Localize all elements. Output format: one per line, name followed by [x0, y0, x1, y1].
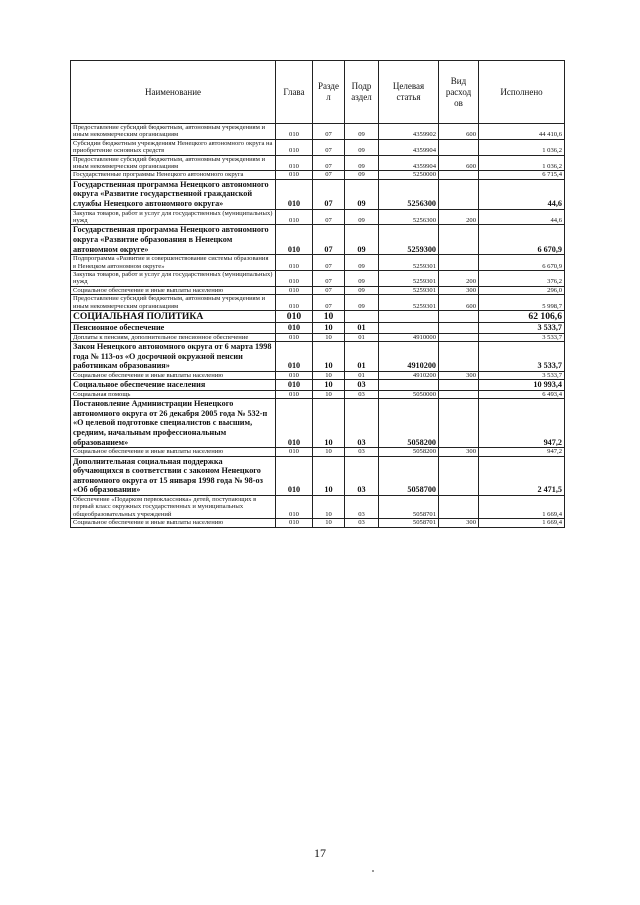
header-razdel: Разде л — [313, 61, 345, 124]
row-executed: 947,2 — [479, 448, 565, 456]
table-row — [71, 139, 565, 155]
row-podrazdel: 09 — [345, 179, 379, 209]
row-razdel: 10 — [313, 333, 345, 341]
row-name: Социальное обеспечение и иные выплаты населению — [71, 448, 276, 456]
row-podrazdel: 03 — [345, 496, 379, 519]
row-vid: 600 — [439, 295, 479, 311]
row-target: 4359904 — [379, 139, 439, 155]
row-podrazdel: 03 — [345, 456, 379, 495]
row-executed: 296,0 — [479, 286, 565, 294]
row-target: 5050000 — [379, 390, 439, 398]
row-name: Дополнительная социальная поддержка обучающихся в соответствии с законом Ненецкого автономного округа от 15 января 1998 года № 98-оз «Об образовании» — [71, 456, 276, 495]
row-razdel: 10 — [313, 399, 345, 448]
row-target: 5256300 — [379, 209, 439, 225]
row-target — [379, 311, 439, 323]
row-target: 4910200 — [379, 342, 439, 372]
table-row — [71, 380, 565, 391]
row-target: 5058200 — [379, 448, 439, 456]
row-podrazdel: 09 — [345, 124, 379, 140]
header-target: Целевая статья — [379, 61, 439, 124]
row-executed: 44,6 — [479, 209, 565, 225]
row-name: Государственная программа Ненецкого автономного округа «Развитие государственной гражданской службы Ненецкого автономного округа» — [71, 179, 276, 209]
row-name: Закон Ненецкого автономного округа от 6 марта 1998 года № 113-оз «О досрочной окружной пенсии работникам образования» — [71, 342, 276, 372]
row-executed: 6 715,4 — [479, 171, 565, 179]
row-podrazdel: 03 — [345, 448, 379, 456]
row-podrazdel: 03 — [345, 380, 379, 391]
table-row — [71, 342, 565, 372]
row-executed: 6 670,9 — [479, 255, 565, 271]
row-razdel: 07 — [313, 209, 345, 225]
row-vid — [439, 255, 479, 271]
row-name: Пенсионное обеспечение — [71, 323, 276, 334]
row-executed: 10 993,4 — [479, 380, 565, 391]
header-name: Наименование — [71, 61, 276, 124]
row-vid — [439, 496, 479, 519]
row-target: 5259301 — [379, 271, 439, 287]
row-vid — [439, 323, 479, 334]
row-razdel: 07 — [313, 155, 345, 171]
row-podrazdel: 09 — [345, 171, 379, 179]
row-podrazdel: 09 — [345, 139, 379, 155]
row-executed: 1 036,2 — [479, 139, 565, 155]
row-executed: 44 410,6 — [479, 124, 565, 140]
row-target: 4359902 — [379, 124, 439, 140]
row-podrazdel: 09 — [345, 286, 379, 294]
row-glava: 010 — [276, 179, 313, 209]
row-glava: 010 — [276, 371, 313, 379]
row-target — [379, 380, 439, 391]
row-executed: 1 669,4 — [479, 519, 565, 527]
table-header-row — [71, 61, 565, 124]
row-vid: 300 — [439, 371, 479, 379]
row-podrazdel: 03 — [345, 399, 379, 448]
row-target: 5058701 — [379, 519, 439, 527]
table-row — [71, 323, 565, 334]
row-name: Социальное обеспечение населения — [71, 380, 276, 391]
table-row — [71, 333, 565, 341]
row-vid: 300 — [439, 448, 479, 456]
row-razdel: 10 — [313, 390, 345, 398]
table-row — [71, 519, 565, 527]
header-glava: Глава — [276, 61, 313, 124]
row-razdel: 07 — [313, 286, 345, 294]
row-razdel: 10 — [313, 496, 345, 519]
table-row — [71, 390, 565, 398]
row-target: 5259301 — [379, 255, 439, 271]
row-vid: 300 — [439, 519, 479, 527]
table-row — [71, 311, 565, 323]
scan-speck — [372, 870, 374, 872]
row-razdel: 07 — [313, 225, 345, 255]
row-name: Социальное обеспечение и иные выплаты населению — [71, 519, 276, 527]
row-target: 4910000 — [379, 333, 439, 341]
row-target: 5058700 — [379, 456, 439, 495]
row-razdel: 10 — [313, 342, 345, 372]
row-podrazdel: 01 — [345, 342, 379, 372]
table-row — [71, 456, 565, 495]
row-podrazdel: 03 — [345, 519, 379, 527]
table-row — [71, 225, 565, 255]
row-target — [379, 323, 439, 334]
header-executed: Исполнено — [479, 61, 565, 124]
row-name: Социальная помощь — [71, 390, 276, 398]
row-glava: 010 — [276, 519, 313, 527]
row-target: 4910200 — [379, 371, 439, 379]
row-executed: 62 106,6 — [479, 311, 565, 323]
row-name: Подпрограмма «Развитие и совершенствование системы образования в Ненецком автономном округе» — [71, 255, 276, 271]
row-razdel: 07 — [313, 295, 345, 311]
row-executed: 6 670,9 — [479, 225, 565, 255]
row-vid: 200 — [439, 271, 479, 287]
row-razdel: 07 — [313, 271, 345, 287]
row-razdel: 07 — [313, 179, 345, 209]
table-row — [71, 155, 565, 171]
row-executed: 3 533,7 — [479, 342, 565, 372]
row-glava: 010 — [276, 342, 313, 372]
row-vid: 600 — [439, 124, 479, 140]
row-vid — [439, 380, 479, 391]
row-glava: 010 — [276, 155, 313, 171]
table-row — [71, 399, 565, 448]
row-podrazdel: 09 — [345, 225, 379, 255]
row-executed: 947,2 — [479, 399, 565, 448]
row-name: Предоставление субсидий бюджетным, автономным учреждениям и иным некоммерческим организациям — [71, 155, 276, 171]
row-target: 5256300 — [379, 179, 439, 209]
row-razdel: 10 — [313, 323, 345, 334]
row-name: Доплаты к пенсиям, дополнительное пенсионное обеспечение — [71, 333, 276, 341]
row-glava: 010 — [276, 255, 313, 271]
row-glava: 010 — [276, 225, 313, 255]
row-name: Государственные программы Ненецкого автономного округа — [71, 171, 276, 179]
row-executed: 5 998,7 — [479, 295, 565, 311]
row-executed: 3 533,7 — [479, 371, 565, 379]
row-executed: 6 493,4 — [479, 390, 565, 398]
row-razdel: 10 — [313, 456, 345, 495]
row-vid: 600 — [439, 155, 479, 171]
row-target: 5250000 — [379, 171, 439, 179]
row-target: 5259301 — [379, 295, 439, 311]
row-name: Обеспечение «Подарком первоклассника» детей, поступающих в первый класс окружных государственных и муниципальных общеобразовательных учреждений — [71, 496, 276, 519]
table-row — [71, 124, 565, 140]
row-executed: 1 036,2 — [479, 155, 565, 171]
row-vid — [439, 456, 479, 495]
row-razdel: 10 — [313, 448, 345, 456]
row-vid — [439, 399, 479, 448]
row-vid — [439, 225, 479, 255]
row-executed: 1 669,4 — [479, 496, 565, 519]
row-target: 5058200 — [379, 399, 439, 448]
row-name: Закупка товаров, работ и услуг для государственных (муниципальных) нужд — [71, 271, 276, 287]
row-vid — [439, 179, 479, 209]
row-podrazdel — [345, 311, 379, 323]
table-row — [71, 209, 565, 225]
row-glava: 010 — [276, 271, 313, 287]
row-razdel: 10 — [313, 311, 345, 323]
row-glava: 010 — [276, 456, 313, 495]
table-row — [71, 448, 565, 456]
row-target: 5259300 — [379, 225, 439, 255]
row-podrazdel: 01 — [345, 371, 379, 379]
row-executed: 2 471,5 — [479, 456, 565, 495]
table-row — [71, 179, 565, 209]
row-razdel: 07 — [313, 171, 345, 179]
row-glava: 010 — [276, 380, 313, 391]
row-glava: 010 — [276, 333, 313, 341]
row-podrazdel: 09 — [345, 271, 379, 287]
row-glava: 010 — [276, 390, 313, 398]
row-target: 4359904 — [379, 155, 439, 171]
row-glava: 010 — [276, 496, 313, 519]
row-name: СОЦИАЛЬНАЯ ПОЛИТИКА — [71, 311, 276, 323]
row-podrazdel: 09 — [345, 295, 379, 311]
row-vid — [439, 139, 479, 155]
row-vid — [439, 311, 479, 323]
row-name: Субсидии бюджетным учреждениям Ненецкого автономного округа на приобретение основных средств — [71, 139, 276, 155]
row-razdel: 07 — [313, 255, 345, 271]
row-vid: 300 — [439, 286, 479, 294]
row-name: Предоставление субсидий бюджетным, автономным учреждениям и иным некоммерческим организациям — [71, 124, 276, 140]
row-razdel: 10 — [313, 519, 345, 527]
row-podrazdel: 03 — [345, 390, 379, 398]
budget-table — [70, 60, 565, 528]
row-glava: 010 — [276, 171, 313, 179]
row-glava: 010 — [276, 286, 313, 294]
row-glava: 010 — [276, 399, 313, 448]
row-glava: 010 — [276, 124, 313, 140]
row-name: Постановление Администрации Ненецкого автономного округа от 26 декабря 2005 года № 532-п «О целевой подготовке специалистов с высшим, средним, начальным профессиональным образованием» — [71, 399, 276, 448]
row-executed: 3 533,7 — [479, 333, 565, 341]
table-row — [71, 286, 565, 294]
row-podrazdel: 09 — [345, 155, 379, 171]
row-glava: 010 — [276, 323, 313, 334]
row-podrazdel: 01 — [345, 323, 379, 334]
row-glava: 010 — [276, 139, 313, 155]
row-podrazdel: 01 — [345, 333, 379, 341]
row-name: Закупка товаров, работ и услуг для государственных (муниципальных) нужд — [71, 209, 276, 225]
table-row — [71, 371, 565, 379]
row-vid — [439, 390, 479, 398]
row-razdel: 10 — [313, 380, 345, 391]
row-glava: 010 — [276, 448, 313, 456]
row-name: Социальное обеспечение и иные выплаты населению — [71, 371, 276, 379]
row-podrazdel: 09 — [345, 255, 379, 271]
table-row — [71, 171, 565, 179]
header-podrazdel: Подр аздел — [345, 61, 379, 124]
row-target: 5058701 — [379, 496, 439, 519]
table-row — [71, 496, 565, 519]
row-vid: 200 — [439, 209, 479, 225]
row-razdel: 10 — [313, 371, 345, 379]
row-name: Социальное обеспечение и иные выплаты населению — [71, 286, 276, 294]
table-row — [71, 271, 565, 287]
row-vid — [439, 342, 479, 372]
row-vid — [439, 171, 479, 179]
row-glava: 010 — [276, 295, 313, 311]
row-razdel: 07 — [313, 139, 345, 155]
row-glava: 010 — [276, 311, 313, 323]
row-executed: 3 533,7 — [479, 323, 565, 334]
table-row — [71, 295, 565, 311]
row-name: Предоставление субсидий бюджетным, автономным учреждениям и иным некоммерческим организациям — [71, 295, 276, 311]
row-executed: 376,2 — [479, 271, 565, 287]
row-glava: 010 — [276, 209, 313, 225]
row-name: Государственная программа Ненецкого автономного округа «Развитие образования в Ненецком автономном округе» — [71, 225, 276, 255]
row-razdel: 07 — [313, 124, 345, 140]
row-vid — [439, 333, 479, 341]
row-target: 5259301 — [379, 286, 439, 294]
header-vid: Вид расход ов — [439, 61, 479, 124]
page-number: 17 — [314, 846, 326, 860]
row-podrazdel: 09 — [345, 209, 379, 225]
table-row — [71, 255, 565, 271]
row-executed: 44,6 — [479, 179, 565, 209]
